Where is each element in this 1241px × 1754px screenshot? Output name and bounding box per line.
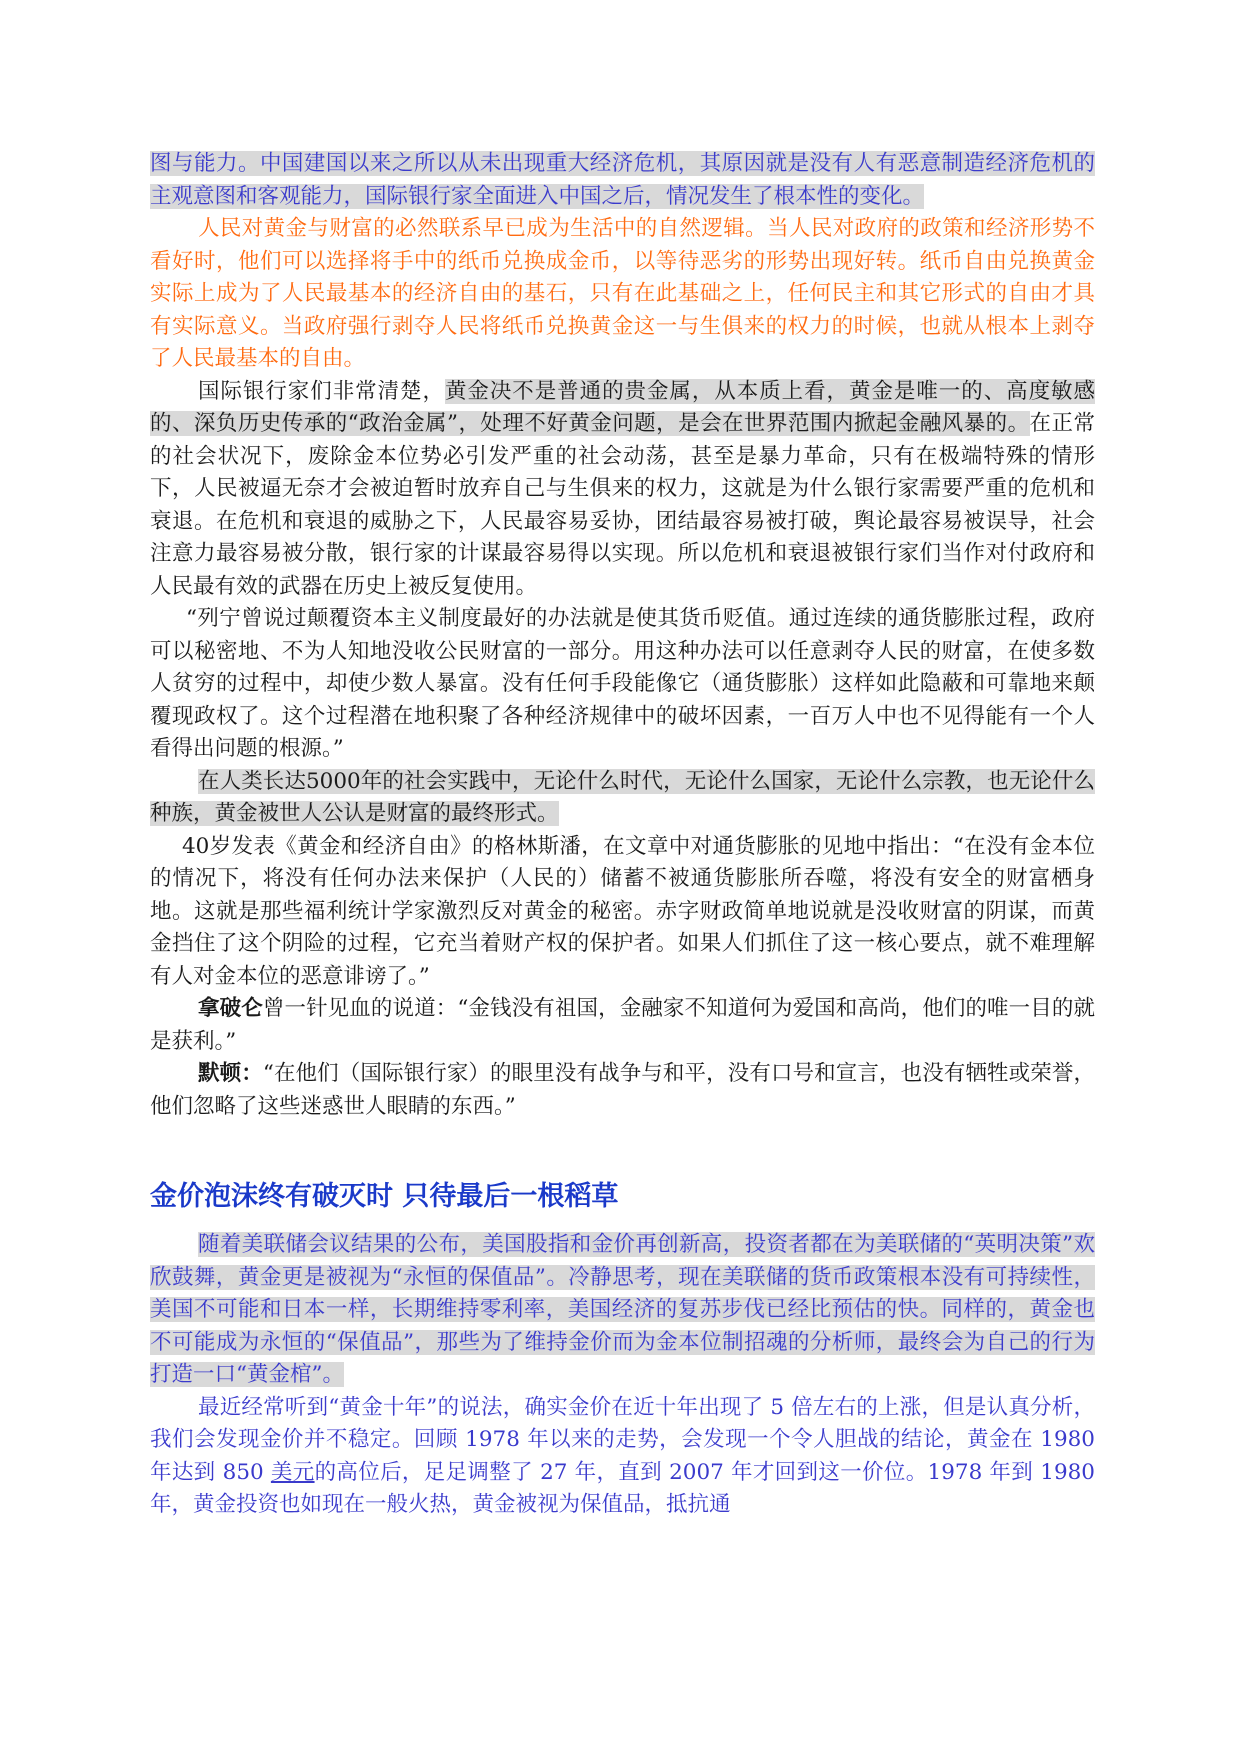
paragraph-lenin-quote: “列宁曾说过颠覆资本主义制度最好的办法就是使其货币贬值。通过连续的通货膨胀过程，政府可以秘密地、不为人知地没收公民财富的一部分。用这种办法可以任意剥夺人民的财富，在使多数人贫穷的过程中，却使少数人暴富。没有任何手段能像它（通货膨胀）这样如此隐蔽和可靠地来颠覆现政权了。这个过程潜在地积聚了各种经济规律中的破坏因素，一百万人中也不见得能有一个人看得出问题的根源。” <box>150 606 1095 761</box>
paragraph-greenspan: 40岁发表《黄金和经济自由》的格林斯潘，在文章中对通货膨胀的见地中指出：“在没有金本位的情况下，将没有任何办法来保护（人民的）储蓄不被通货膨胀所吞噬，将没有安全的财富栖身地。这就是那些福利统计学家激烈反对黄金的秘密。赤字财政简单地说就是没收财富的阴谋，而黄金挡住了这个阴险的过程，它充当着财产权的保护者。如果人们抓住了这一核心要点，就不难理解有人对金本位的恶意诽谤了。” <box>150 833 1095 989</box>
highlighted-text: 在人类长达5000年的社会实践中，无论什么时代，无论什么国家，无论什么宗教，也无论什么种族，黄金被世人公认是财富的最终形式。 <box>150 768 1095 826</box>
highlighted-text: 随着美联储会议结果的公布，美国股指和金价再创新高，投资者都在为美联储的“英明决策”欢欣鼓舞，黄金更是被视为“永恒的保值品”。冷静思考，现在美联储的货币政策根本没有可持续性，美国不可能和日本一样，长期维持零利率，美国经济的复苏步伐已经比预估的快。同样的，黄金也不可能成为永恒的“保值品”，那些为了维持金价而为金本位制招魂的分析师，最终会为自己的行为打造一口“黄金棺”。 <box>150 1232 1095 1387</box>
paragraph-text: 国际银行家们非常清楚， <box>198 378 445 404</box>
paragraph-text: 在正常的社会状况下，废除金本位势必引发严重的社会动荡，甚至是暴力革命，只有在极端特殊的情形下，人民被逼无奈才会被迫暂时放弃自己与生俱来的权力，这就是为什么银行家需要严重的危机和衰退。在危机和衰退的威胁之下，人民最容易妥协，团结最容易被打破，舆论最容易被误导，社会注意力最容易被分散，银行家的计谋最容易得以实现。所以危机和衰退被银行家们当作对付政府和人民最有效的武器在历史上被反复使用。 <box>150 411 1095 599</box>
paragraph-text: 最近经常听到“黄金十年”的说法，确实金价在近十年出现了 5 倍左右的上涨，但是认真分析，我们会发现金价并不稳定。回顾 1978 年以来的走势，会发现一个令人胆战的结论，黄金在 1980 年达到 850 <box>150 1394 1095 1485</box>
paragraph-text: 曾一针见血的说道：“金钱没有祖国，金融家不知道何为爱国和高尚，他们的唯一目的就是获利。” <box>150 996 1095 1054</box>
paragraph-text: “在他们（国际银行家）的眼里没有战争与和平，没有口号和宣言，也没有牺牲或荣誉，他们忽略了这些迷惑世人眼睛的东西。” <box>150 1061 1095 1119</box>
document-page <box>150 148 1095 1522</box>
paragraph-text: 的高位后，足足调整了 27 年，直到 2007 年才回到这一价位。1978 年到 1980 年，黄金投资也如现在一般火热，黄金被视为保值品，抵抗通 <box>150 1459 1095 1517</box>
paragraph-gold-and-wealth: 人民对黄金与财富的必然联系早已成为生活中的自然逻辑。当人民对政府的政策和经济形势不看好时，他们可以选择将手中的纸币兑换成金币，以等待恶劣的形势出现好转。纸币自由兑换黄金实际上成为了人民最基本的经济自由的基石，只有在此基础之上，任何民主和其它形式的自由才具有实际意义。当政府强行剥夺人民将纸币兑换黄金这一与生俱来的权力的时候，也就从根本上剥夺了人民最基本的自由。 <box>150 216 1095 371</box>
paragraph-napoleon <box>150 993 1095 1058</box>
paragraph-5000-years <box>150 766 1095 831</box>
quote-author: 默顿： <box>198 1061 263 1086</box>
paragraph-fed <box>150 1229 1095 1392</box>
section-heading: 金价泡沫终有破灭时 只待最后一根稻草 <box>150 1181 619 1212</box>
paragraph-continuation <box>150 148 1095 213</box>
highlighted-text: 黄金决不是普通的贵金属，从本质上看，黄金是唯一的、高度敏感的、深负历史传承的“政治金属”，处理不好黄金问题，是会在世界范围内掀起金融风暴的。 <box>150 378 1095 436</box>
paragraph-gold-decade <box>150 1392 1095 1522</box>
usd-link[interactable]: 美元 <box>270 1459 315 1485</box>
highlighted-text: 图与能力。中国建国以来之所以从未出现重大经济危机，其原因就是没有人有恶意制造经济危机的主观意图和客观能力，国际银行家全面进入中国之后，情况发生了根本性的变化。 <box>150 151 1095 209</box>
quote-author: 拿破仑 <box>198 996 263 1021</box>
paragraph-bankers <box>150 376 1095 604</box>
paragraph-merton <box>150 1058 1095 1123</box>
